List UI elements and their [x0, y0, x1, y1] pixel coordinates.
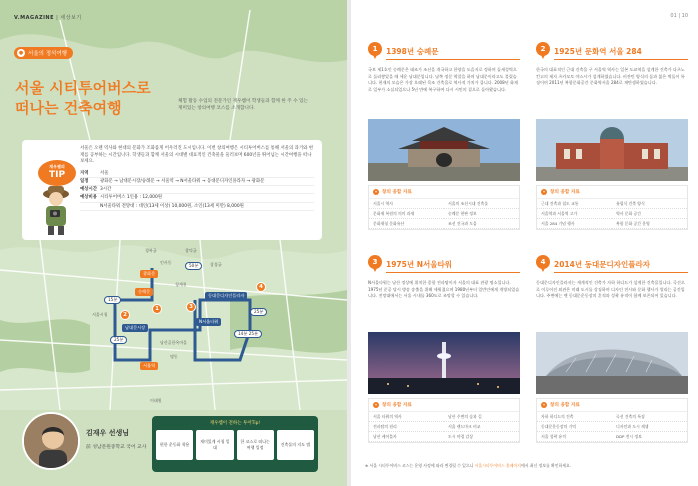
creative-points-list — [537, 199, 687, 229]
place-label: 청계천 — [175, 282, 187, 287]
tour-tip-item: 건축물의 지도 앱 — [277, 430, 314, 460]
footnote-link[interactable]: 서울시티투어버스 홈페이지 — [474, 463, 521, 468]
site-heading — [368, 42, 520, 60]
creative-points-heading — [369, 186, 519, 199]
duration-label: 14분 25분 — [234, 330, 262, 338]
info-key: 일정 — [80, 178, 89, 184]
place-label: 남산골한옥마을 — [160, 340, 188, 345]
point-item: 서울 타워의 역사 — [369, 412, 444, 422]
info-value: 3시간 — [100, 187, 112, 193]
info-row — [80, 178, 314, 186]
point-item: 서울 성곽 유적 — [537, 432, 612, 442]
site-number: 1 — [368, 42, 382, 56]
stop-gwanghwamun: 광화문 — [140, 270, 158, 278]
point-item: 숭례문 현판 정보 — [444, 209, 519, 219]
numbered-pin-icon — [368, 42, 382, 60]
place-label: 창덕궁 — [185, 248, 197, 253]
page-header: V.MAGAZINE | 세상보기 — [14, 15, 82, 21]
site-marker-2: 2 — [120, 310, 130, 320]
tour-tip-box — [152, 416, 318, 472]
point-item: 서울 랜드마크 비교 — [444, 422, 519, 432]
footnote-text-end: 에서 최신 정보를 확인하세요. — [520, 463, 571, 468]
tour-tip-item: 재미있게 시청 일대 — [196, 430, 233, 460]
title-line-2: 떠나는 건축여행 — [15, 99, 122, 117]
tour-tip-item: 한 코스로 떠나는 여행 일정 — [237, 430, 274, 460]
title-line-1: 서울 시티투어버스로 — [15, 79, 151, 97]
stop-n-seoul-tower: N서울타워 — [196, 318, 221, 326]
left-page — [0, 0, 347, 486]
stop-ddp: 동대문디자인플라자 — [205, 292, 247, 300]
site-description: 동대문디자인플라자는 세계적인 건축가 자하 하디드가 설계한 건축물입니다. 곡선으로 이루어진 외관은 미래 도시를 상징하며 디자인 전시와 문화 행사가 열리는 공간입니다. 주변에는 옛 동대문운동장의 흔적과 성곽 유적이 함께 보존되어 있습니다. — [536, 280, 685, 299]
location-pin-icon: ● — [18, 50, 24, 56]
bulb-icon: ✦ — [542, 190, 546, 194]
tour-tip-title: 재우쌤이 전하는 투어Tip! — [209, 421, 261, 426]
site-photo — [536, 119, 688, 181]
creative-points-list — [369, 412, 519, 442]
stop-seoul-station: 서울역 — [140, 362, 158, 370]
intro-text: 서울은 오랜 역사와 현대의 문화가 조화롭게 어우러진 도시입니다. 이번 창의여행은 시티투어버스를 통해 서울의 과거와 현재를 공부하는 시간입니다. 학생들과 함께 서울의 시대별 대표적인 건축물을 둘러보며 600년을 뛰어넘는 시간여행을 떠나보세요. — [80, 146, 314, 165]
creative-points-title: 창의 융합 자료 — [382, 403, 412, 408]
numbered-pin-icon — [536, 42, 550, 60]
info-value: 광화문 → 남대문시장/숭례문 → 서울역 → N서울타워 → 동대문디자인플라자 → 광화문 — [100, 178, 265, 184]
bulb-icon: ✦ — [542, 403, 546, 407]
site-heading — [536, 42, 688, 60]
creative-points-box — [368, 398, 520, 443]
page-number: 01 | 10 — [670, 13, 688, 19]
creative-points-box — [368, 185, 520, 230]
info-row — [80, 203, 314, 211]
info-key — [80, 203, 100, 210]
creative-points-heading — [369, 399, 519, 412]
place-label: 서울시청 — [92, 312, 108, 317]
place-label: 이태원 — [150, 398, 162, 403]
site-number: 2 — [536, 42, 550, 56]
stop-sungnyemun: 숭례문 — [135, 288, 153, 296]
creative-points-heading — [537, 399, 687, 412]
duration-label: 25분 — [110, 336, 127, 344]
creative-points-list — [369, 199, 519, 229]
numbered-pin-icon — [368, 255, 382, 273]
point-item: 문화재 복원의 의미 과제 — [369, 209, 444, 219]
place-label: 경복궁 — [145, 248, 157, 253]
site-marker-4: 4 — [256, 282, 266, 292]
point-item: 서울의 조선시대 건축물 — [444, 199, 519, 209]
footnote-text: ※ 서울 시티투어버스 코스는 운영 사정에 따라 변경될 수 있으니 — [365, 463, 475, 468]
site-description: N서울타워는 남산 정상에 위치한 종합 전파탑이자 서울의 대표 관광 명소입니다. 1975년 준공 당시 방송 송출을 위해 세워졌으며 1980년부터 일반인에게 개방되었습니다. 전망대에서는 서울 시내를 360도로 조망할 수 있습니다. — [368, 280, 520, 299]
site-photo — [536, 332, 688, 394]
point-item: 서울시 역사 — [369, 199, 444, 209]
info-row — [80, 170, 314, 178]
creative-points-list — [537, 412, 687, 442]
site-card-n-seoul-tower — [368, 255, 520, 443]
site-card-ddp — [536, 255, 688, 443]
duration-label: 25분 — [250, 308, 267, 316]
point-item: 유럽식 건축 양식 — [612, 199, 687, 209]
place-label: 창경궁 — [210, 262, 222, 267]
site-marker-1: 1 — [152, 304, 162, 314]
teacher-character-illustration — [36, 182, 76, 236]
point-item: 근대 건축과 철도 교통 — [537, 199, 612, 209]
point-item: 남산 주변의 숲과 길 — [444, 412, 519, 422]
site-photo — [368, 332, 520, 394]
creative-points-box — [536, 185, 688, 230]
info-row — [80, 186, 314, 194]
tip-badge-big: TIP — [48, 170, 66, 180]
point-item: 조선 건국과 도읍 — [444, 219, 519, 229]
point-item: 디자인과 도시 재생 — [612, 422, 687, 432]
point-item: 문화재청 문화유산 — [369, 219, 444, 229]
site-heading — [368, 255, 520, 273]
site-title: 2014년 동대문디자인플라자 — [554, 259, 688, 273]
teacher-role: 前 성남문원중학교 국어 교사 — [86, 445, 147, 450]
info-table — [80, 170, 314, 211]
magazine-name: V.MAGAZINE — [14, 15, 55, 21]
point-item: 복합 문화 공간 운영 — [612, 219, 687, 229]
page-title — [15, 78, 151, 118]
creative-points-heading — [537, 186, 687, 199]
stop-namdaemun-market: 남대문시장 — [122, 324, 148, 332]
site-number: 3 — [368, 255, 382, 269]
site-photo — [368, 119, 520, 181]
point-item: 서울역과 서울역 고가 — [537, 209, 612, 219]
info-row — [80, 194, 314, 202]
tour-tip-grid — [156, 430, 314, 460]
creative-points-box — [536, 398, 688, 443]
place-label: 인사동 — [160, 260, 172, 265]
site-title: 1925년 문화역 서울 284 — [554, 46, 688, 60]
point-item: 도시 야경 감상 — [444, 432, 519, 442]
section-name: 세상보기 — [60, 15, 82, 21]
info-key: 지역 — [80, 170, 89, 176]
point-item: 자하 하디드의 건축 — [537, 412, 612, 422]
tip-badge-small: 재우쌤의 — [49, 164, 65, 169]
site-title: 1975년 N서울타워 — [386, 259, 520, 273]
site-number: 4 — [536, 255, 550, 269]
tour-tip-item: 편한 운동화 착용 — [156, 430, 193, 460]
footnote — [365, 463, 687, 469]
site-card-sungnyemun — [368, 42, 520, 230]
info-key: 예상시간 — [80, 187, 97, 193]
teacher-photo — [22, 412, 80, 470]
lede-text: 체험 활동 수업의 전문가인 재우쌤이 학생들과 함께 한 주 수 있는 재미있는 창의여행 코스를 소개합니다. — [178, 99, 308, 111]
creative-points-title: 창의 융합 자료 — [550, 190, 580, 195]
point-item: 남산 케이블카 — [369, 432, 444, 442]
point-item: 역사 문화 공간 — [612, 209, 687, 219]
site-description: 한국의 대표적인 근대 건축물 구 서울역 역사는 일본 도쿄역을 설계한 건축가 다츠노 킨고의 제자 츠카모토 야스시가 설계하였습니다. 비잔틴 양식의 돔과 붉은 벽돌이 특징이며 2011년 복합문화공간 문화역서울 284로 재탄생하였습니다. — [536, 67, 685, 86]
place-label: 명동 — [170, 354, 178, 359]
info-value: 시티투어버스 1인용 : 12,000원 — [100, 195, 162, 201]
info-key: 예상비용 — [80, 195, 97, 201]
site-marker-3: 3 — [186, 302, 196, 312]
info-value: N서울타워 전망대 : 대인(13세 이상) 10,000원, 소인(13세 미만) 8,000원 — [100, 203, 244, 209]
site-heading — [536, 255, 688, 273]
bulb-icon: ✦ — [374, 190, 378, 194]
teacher-name: 김재우 선생님 — [86, 429, 130, 437]
site-card-culture-station — [536, 42, 688, 230]
info-value: 서울 — [100, 170, 109, 176]
site-title: 1398년 숭례문 — [386, 46, 520, 60]
numbered-pin-icon — [536, 255, 550, 273]
point-item: DDP 전시 정보 — [612, 432, 687, 442]
point-item: 서울 284 기념 행사 — [537, 219, 612, 229]
site-description: 국보 제1호인 숭례문은 태조가 조선을 개국하고 한양을 도읍지로 정하며 돌새성벽으로 둘러쌓았을 때 세운 남대문입니다. 남쪽 정문 역할을 하며 남대문이라고도 불렸습니다. 현재의 모습은 가장 오래된 목조 건축물로 역사적 가치가 큽니다. 2008년 화재로 일부가 소실되었으나 5년 만에 복구하여 다시 시민의 곁으로 돌아왔습니다. — [368, 67, 518, 92]
month-tag-label: 서울의 정석여행 — [28, 51, 67, 57]
point-item: 전파탑의 원리 — [369, 422, 444, 432]
right-page — [351, 0, 698, 486]
point-item: 곡선 건축의 특징 — [612, 412, 687, 422]
duration-label: 15분 — [104, 296, 121, 304]
bulb-icon: ✦ — [374, 403, 378, 407]
creative-points-title: 창의 융합 자료 — [382, 190, 412, 195]
month-tag — [14, 47, 73, 59]
point-item: 동대문운동장의 기억 — [537, 422, 612, 432]
creative-points-title: 창의 융합 자료 — [550, 403, 580, 408]
duration-label: 50분 — [185, 262, 202, 270]
